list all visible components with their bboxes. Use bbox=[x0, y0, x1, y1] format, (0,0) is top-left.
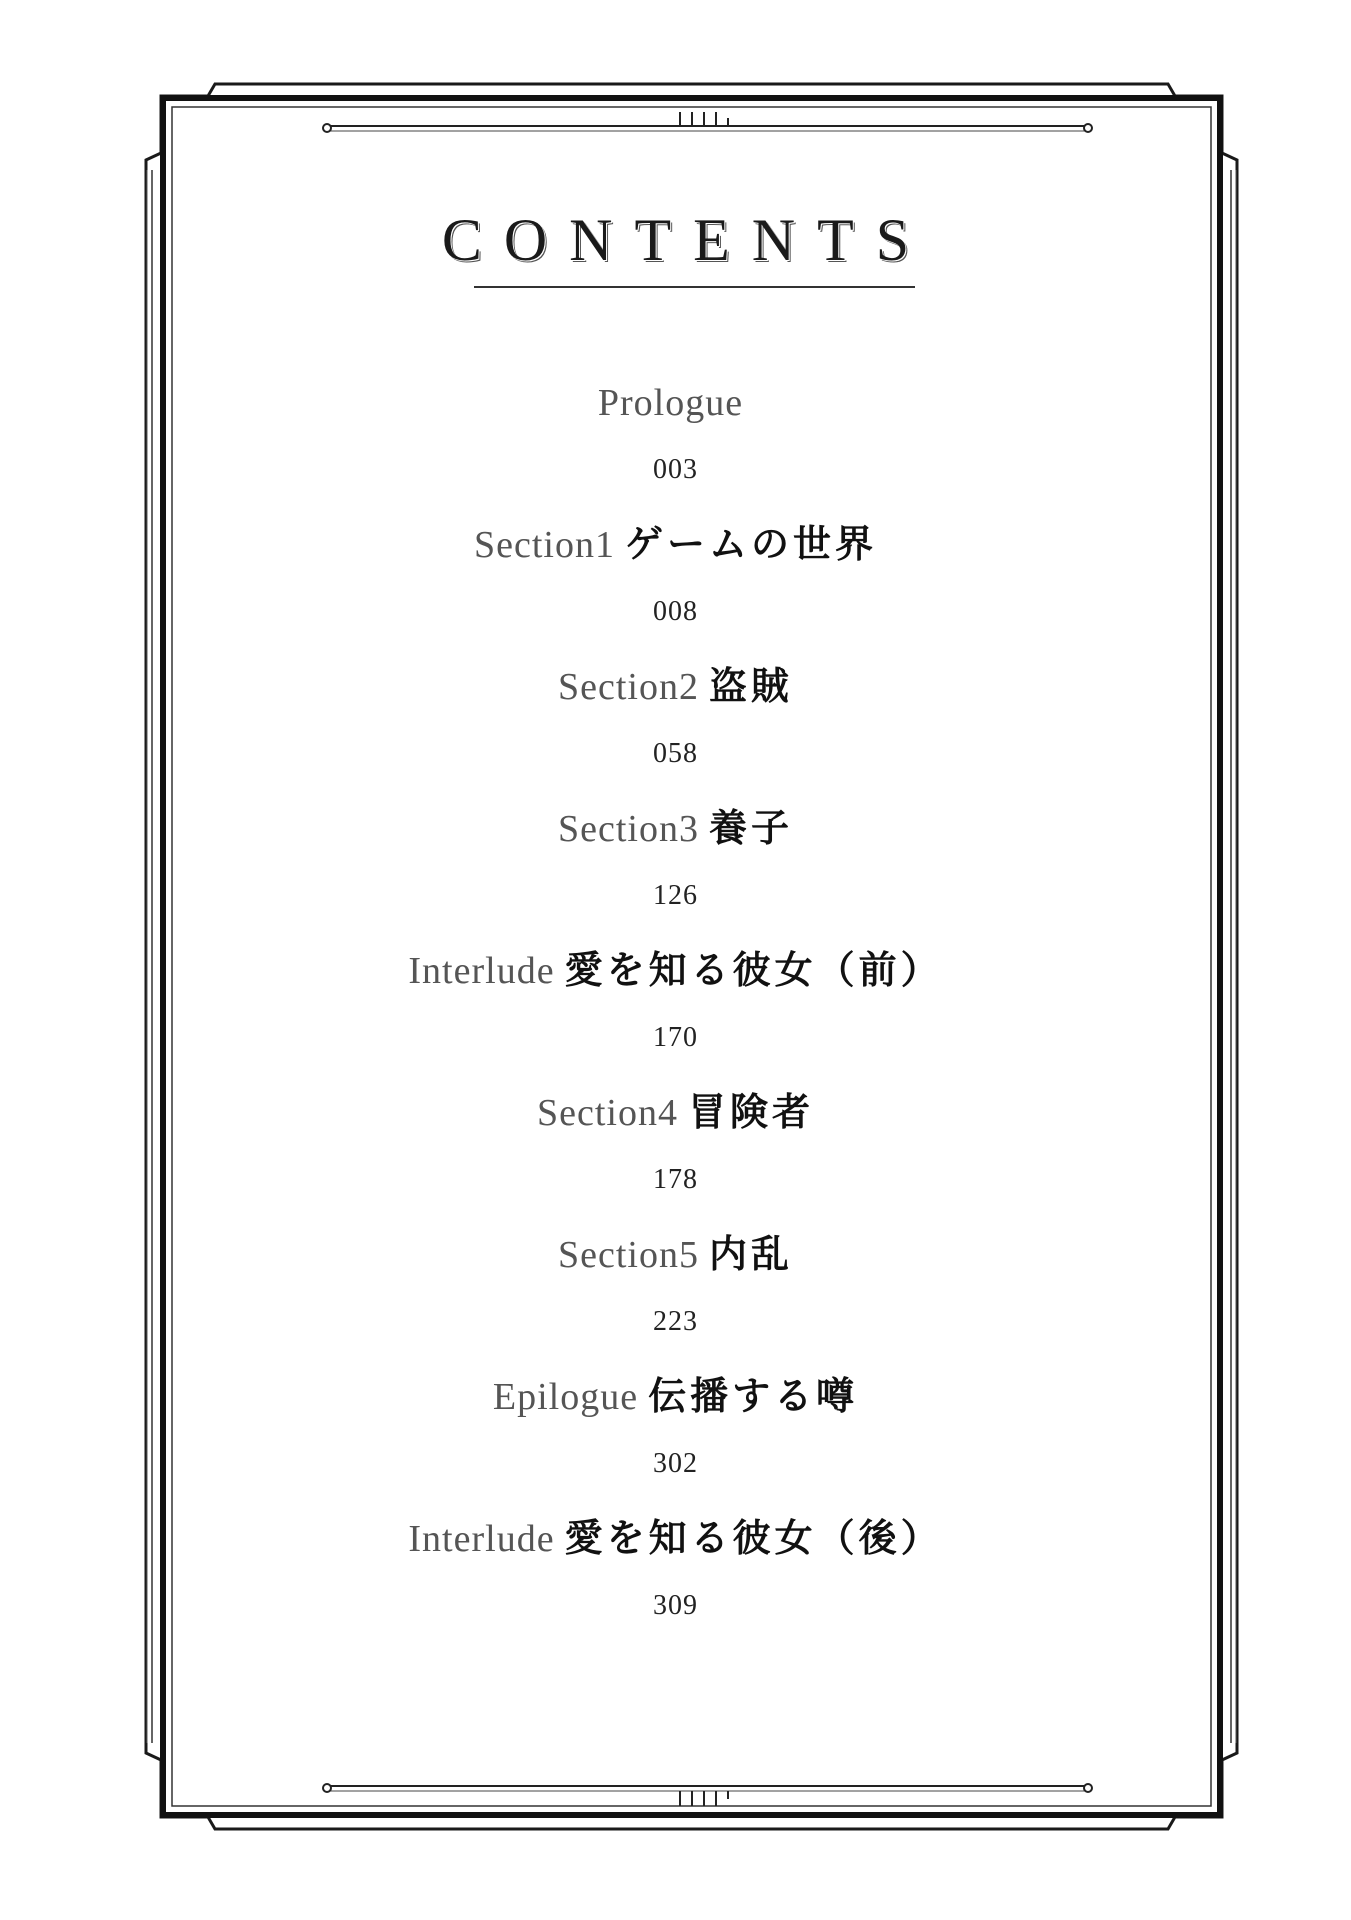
toc-entry-title bbox=[0, 796, 1351, 876]
toc-entry-subtitle: 伝播する噂 bbox=[648, 1373, 859, 1418]
heading-underline bbox=[474, 286, 915, 288]
toc-entry-page: 170 bbox=[653, 1022, 698, 1053]
toc-entry-section4[interactable] bbox=[0, 1080, 1351, 1222]
toc-entry-interlude-2[interactable] bbox=[0, 1506, 1351, 1648]
table-of-contents bbox=[0, 370, 1351, 1648]
toc-entry-subtitle: 養子 bbox=[708, 805, 793, 850]
toc-entry-subtitle: 盗賊 bbox=[708, 663, 793, 708]
toc-entry-page: 008 bbox=[653, 596, 698, 627]
toc-entry-section3[interactable] bbox=[0, 796, 1351, 938]
toc-entry-page: 058 bbox=[653, 738, 698, 769]
toc-entry-label: Epilogue bbox=[492, 1376, 639, 1418]
toc-entry-title bbox=[0, 1080, 1351, 1160]
toc-entry-page: 302 bbox=[653, 1448, 698, 1479]
toc-entry-prologue[interactable] bbox=[0, 370, 1351, 512]
toc-entry-page: 223 bbox=[653, 1306, 698, 1337]
toc-entry-label: Section3 bbox=[558, 808, 699, 850]
toc-entry-interlude-1[interactable] bbox=[0, 938, 1351, 1080]
toc-entry-page: 178 bbox=[653, 1164, 698, 1195]
toc-entry-subtitle: ゲームの世界 bbox=[624, 521, 877, 566]
toc-entry-label: Prologue bbox=[597, 382, 744, 424]
toc-entry-subtitle: 愛を知る彼女（後） bbox=[564, 1515, 943, 1560]
toc-entry-page: 003 bbox=[653, 454, 698, 485]
toc-entry-title bbox=[0, 1222, 1351, 1302]
toc-entry-title bbox=[0, 1506, 1351, 1586]
toc-entry-section2[interactable] bbox=[0, 654, 1351, 796]
toc-entry-subtitle: 冒険者 bbox=[687, 1089, 814, 1134]
contents-heading: CONTENTS bbox=[441, 207, 932, 273]
bottom-ornament bbox=[323, 1784, 1092, 1806]
toc-entry-subtitle: 内乱 bbox=[708, 1231, 793, 1276]
toc-entry-title bbox=[0, 512, 1351, 592]
top-ornament bbox=[323, 112, 1092, 132]
toc-entry-title bbox=[0, 370, 1351, 450]
toc-entry-label: Interlude bbox=[408, 950, 555, 992]
toc-entry-label: Section5 bbox=[558, 1234, 699, 1276]
toc-entry-label: Section1 bbox=[474, 524, 615, 566]
toc-entry-subtitle: 愛を知る彼女（前） bbox=[564, 947, 943, 992]
toc-entry-section5[interactable] bbox=[0, 1222, 1351, 1364]
toc-entry-title bbox=[0, 1364, 1351, 1444]
toc-entry-epilogue[interactable] bbox=[0, 1364, 1351, 1506]
toc-entry-label: Interlude bbox=[408, 1518, 555, 1560]
toc-entry-label: Section2 bbox=[558, 666, 699, 708]
toc-entry-page: 309 bbox=[653, 1590, 698, 1621]
toc-entry-label: Section4 bbox=[537, 1092, 678, 1134]
toc-entry-page: 126 bbox=[653, 880, 698, 911]
toc-entry-section1[interactable] bbox=[0, 512, 1351, 654]
toc-entry-title bbox=[0, 654, 1351, 734]
toc-entry-title bbox=[0, 938, 1351, 1018]
